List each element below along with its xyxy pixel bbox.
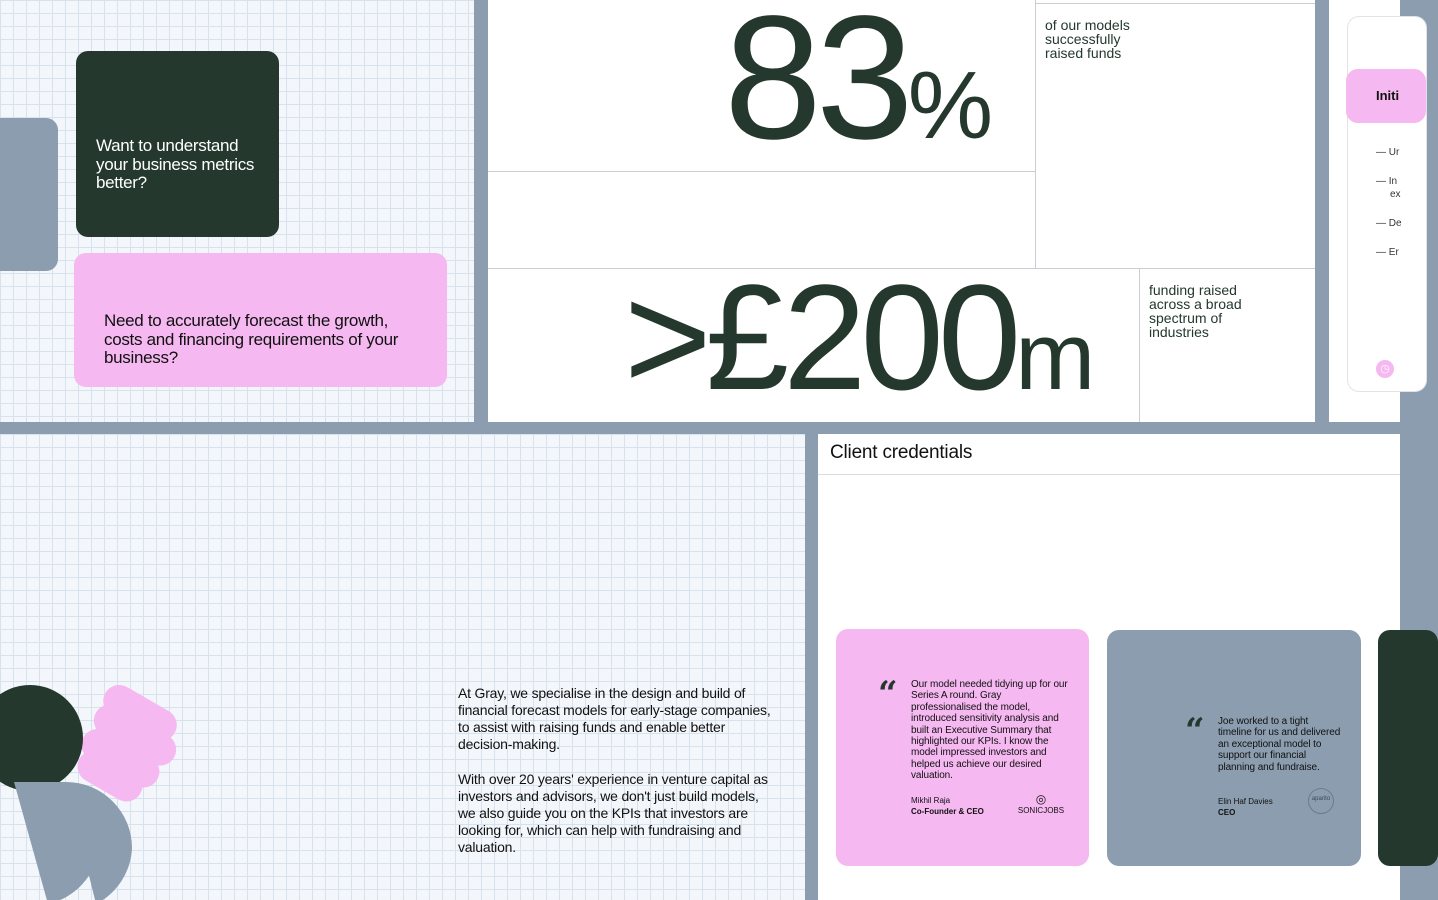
author-name: Elin Haf Davies (1218, 797, 1273, 806)
process-panel (1329, 0, 1400, 422)
quote-icon: “ (1185, 711, 1205, 751)
divider (1139, 268, 1140, 422)
stat-unit: m (1015, 303, 1094, 410)
author-name: Mikhil Raja (911, 796, 951, 805)
credentials-title: Client credentials (830, 442, 973, 463)
divider (1035, 3, 1315, 4)
title-divider (818, 474, 1400, 475)
author-role: CEO (1218, 808, 1236, 817)
quote-icon: “ (878, 674, 898, 714)
divider (1035, 0, 1036, 268)
testimonial-quote: Joe worked to a tight timeline for us and delivered an exceptional model to support our financial planning and fundraise. (1218, 716, 1341, 773)
about-paragraph-2: With over 20 years' experience in venture capital as investors and advisors, we don't just build models, we also guide you on the KPIs that investors are looking for, which can help with fundraising and valuation. (458, 771, 768, 855)
about-text (458, 685, 776, 874)
stats-panel (488, 0, 1315, 422)
stat-value: >£200 (624, 253, 1016, 421)
process-item-text: De (1388, 218, 1402, 229)
process-item-text: In (1388, 176, 1398, 187)
stat-200m (624, 253, 1094, 421)
process-item-text: Er (1388, 247, 1399, 258)
decorative-shapes (0, 664, 200, 900)
credentials-panel (818, 434, 1400, 900)
dark-circle-shape (0, 685, 83, 791)
decorative-blue-tab (0, 118, 58, 271)
logo-text: SONICJOBS (1017, 806, 1065, 815)
sonicjobs-logo (1016, 792, 1066, 815)
forecast-text: Need to accurately forecast the growth, costs and financing requirements of your business? (104, 311, 399, 367)
stat-200m-description: funding raised across a broad spectrum of industries (1149, 282, 1242, 340)
process-header-text: Initi (1376, 88, 1400, 103)
testimonial-card (1378, 630, 1438, 866)
business-metrics-text: Want to understand your business metrics better? (96, 136, 255, 192)
stat-unit: % (907, 52, 992, 159)
testimonial-author (911, 795, 984, 817)
forecast-card (74, 253, 447, 387)
process-item (1390, 189, 1401, 200)
testimonial-author (1218, 796, 1273, 818)
testimonial-card (1107, 630, 1361, 866)
business-metrics-card (76, 51, 279, 237)
testimonial-quote: Our model needed tidying up for our Series A round. Gray professionalised the model, introduced sensitivity analysis and built an Executive Summary that highlighted our KPIs. I know the model impressed investors and helped us achieve our desired valuation. (911, 679, 1068, 782)
process-item-text: Ur (1388, 147, 1400, 158)
process-item-text: ex (1390, 189, 1401, 200)
process-item: — Er (1376, 247, 1399, 258)
target-icon: ◎ (1035, 792, 1047, 806)
author-role: Co-Founder & CEO (911, 807, 984, 816)
testimonial-card (836, 629, 1089, 866)
about-paragraph-1: At Gray, we specialise in the design and build of financial forecast models for early-stage companies, to assist with raising funds and enable better decision-making. (458, 685, 771, 752)
stat-value: 83 (724, 0, 908, 176)
clock-icon: ◷ (1376, 360, 1394, 378)
process-item: — In (1376, 176, 1398, 187)
about-panel (0, 434, 805, 900)
process-item: — Ur (1376, 147, 1400, 158)
logo-text: aparito (1311, 796, 1331, 802)
stat-83-percent (724, 0, 992, 176)
process-header (1346, 69, 1426, 123)
stat-83-description: of our models successfully raised funds (1045, 17, 1130, 61)
process-item: — De (1376, 218, 1402, 229)
questions-panel (0, 0, 474, 422)
